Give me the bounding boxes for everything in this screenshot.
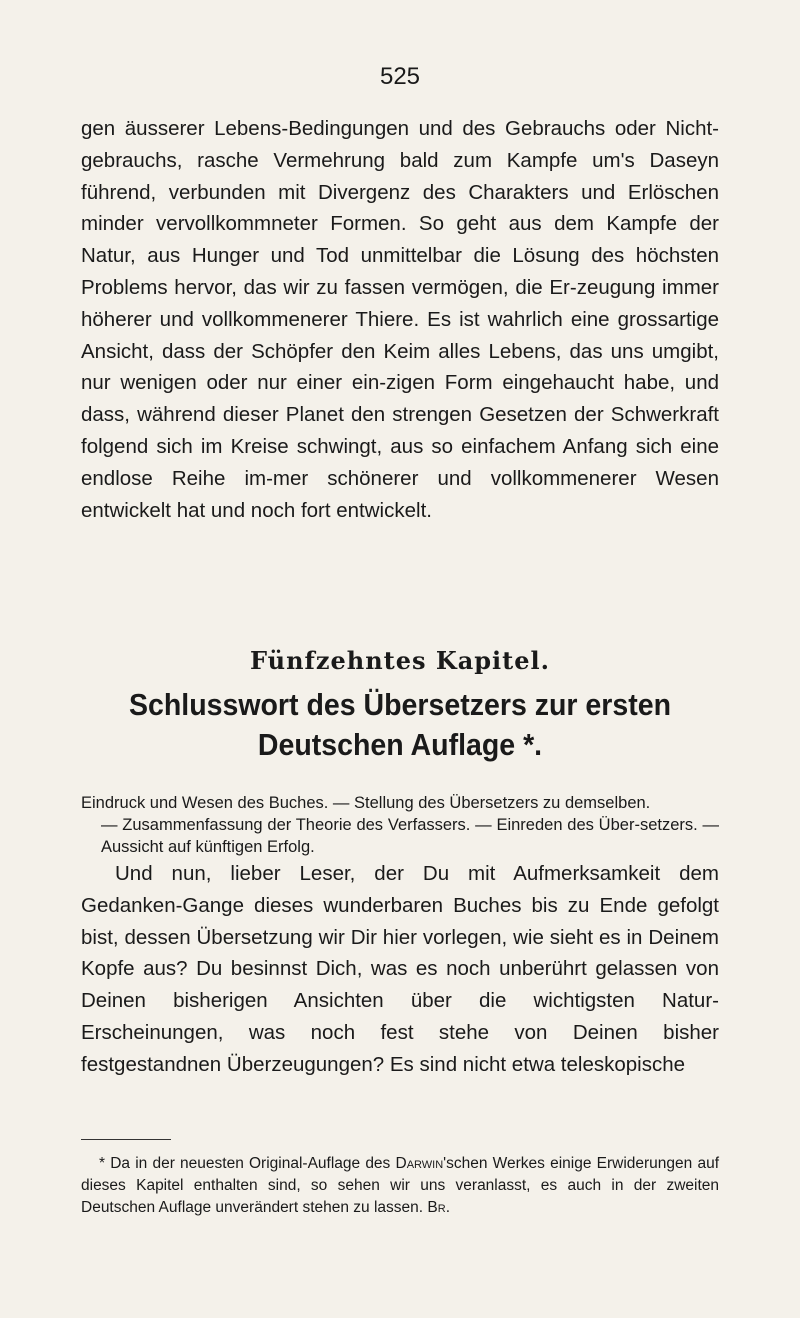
chapter-label: Fünfzehntes Kapitel. (250, 646, 550, 675)
footnote-text-after: 'schen Werkes einige Erwiderungen auf dieses Kapitel enthalten sind, so sehen wir uns veranlasst, es auch in der zweiten Deutschen Auflage unverändert stehen zu lassen. (81, 1155, 720, 1216)
footnote-divider (81, 1139, 171, 1140)
footnote-author-name: Darwin (395, 1155, 444, 1172)
summary-line-2: — Zusammenfassung der Theorie des Verfassers. — Einreden des Über-setzers. — Aussicht auf künftigen Erfolg. (101, 816, 719, 856)
summary-line-1: Eindruck und Wesen des Buches. — Stellung des Übersetzers zu demselben. (81, 794, 651, 812)
footnote (81, 1153, 719, 1219)
chapter-summary (81, 792, 719, 858)
page-number: 525 (379, 63, 421, 90)
main-paragraph: Und nun, lieber Leser, der Du mit Aufmerksamkeit dem Gedanken-Gange dieses wunderbaren Buches bis zu Ende gefolgt bist, dessen Übersetzung wir Dir hier vorlegen, wie sieht es in Deinem Kopfe aus? Du besinnst Dich, was es noch unberührt gelassen von Deinen bisherigen Ansichten über die wichtigsten Natur-Erscheinungen, was noch fest stehe von Deinen bisher festgestandnen Überzeugungen? Es sind nicht etwa teleskopische (81, 862, 719, 1076)
chapter-title: Schlusswort des Übersetzers zur ersten Deutschen Auflage *. (128, 687, 672, 762)
footnote-marker: * (99, 1155, 106, 1172)
footnote-signature: Br. (427, 1199, 450, 1216)
footnote-text-before: Da in der neuesten Original-Auflage des (110, 1155, 391, 1172)
body-paragraph: gen äusserer Lebens-Bedingungen und des Gebrauchs oder Nicht-gebrauchs, rasche Vermehrung bald zum Kampfe um's Daseyn führend, verbunden mit Divergenz des Charakters und Erlöschen minder vervollkommneter Formen. So geht aus dem Kampfe der Natur, aus Hunger und Tod unmittelbar die Lösung des höchsten Problems hervor, das wir zu fassen vermögen, die Er-zeugung immer höherer und vollkommenerer Thiere. Es ist wahrlich eine grossartige Ansicht, dass der Schöpfer den Keim alles Lebens, das uns umgibt, nur wenigen oder nur einer ein-zigen Form eingehaucht habe, und dass, während dieser Planet den strengen Gesetzen der Schwerkraft folgend sich im Kreise schwingt, aus so einfachem Anfang sich eine endlose Reihe im-mer schönerer und vollkommenerer Wesen entwickelt hat und noch fort entwickelt. (81, 117, 719, 522)
